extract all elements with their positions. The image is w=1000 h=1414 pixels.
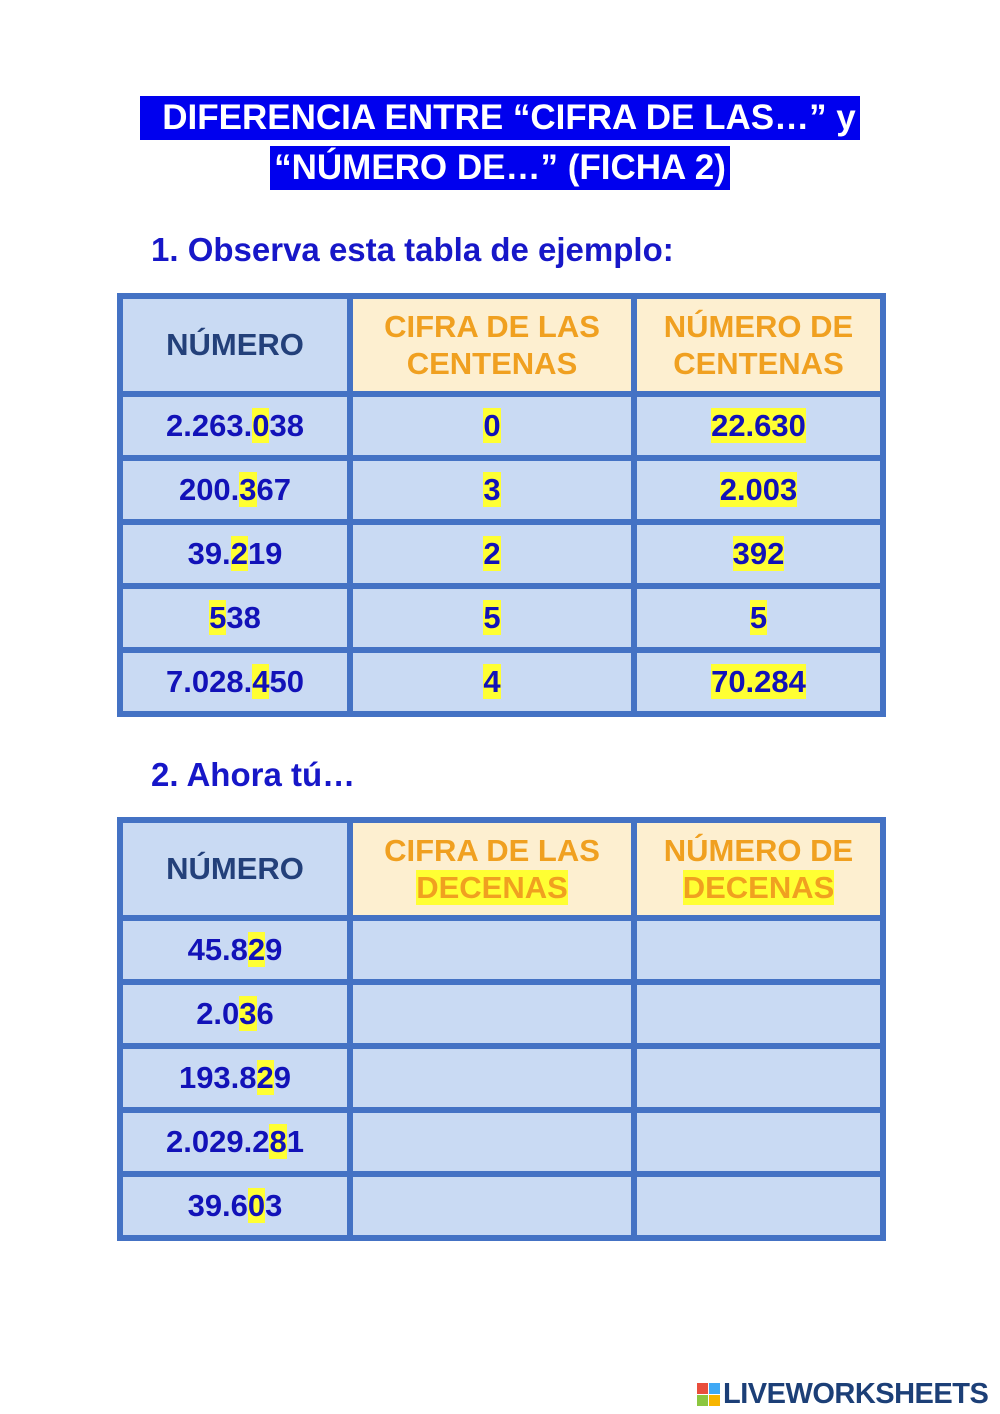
numero-de-cell xyxy=(634,394,883,458)
header-numero-decenas xyxy=(634,820,883,918)
header-cifra-centenas xyxy=(350,296,634,394)
numero-de-value: 392 xyxy=(732,536,785,571)
cifra-cell xyxy=(350,522,634,586)
numero-de-value: 2.003 xyxy=(719,472,798,507)
numero-cell: 538 xyxy=(120,586,350,650)
title-line-2: “NÚMERO DE…” (FICHA 2) xyxy=(270,146,730,190)
numero-de-answer-cell[interactable] xyxy=(634,1174,883,1238)
numero-de-cell xyxy=(634,586,883,650)
header-numero-centenas xyxy=(634,296,883,394)
cifra-answer-cell[interactable] xyxy=(350,1110,634,1174)
numero-de-value: 22.630 xyxy=(711,408,806,443)
cifra-value: 5 xyxy=(483,600,501,635)
numero-cell: 39.219 xyxy=(120,522,350,586)
worksheet-title xyxy=(0,96,1000,190)
section-1-heading: 1. Observa esta tabla de ejemplo: xyxy=(151,231,674,268)
numero-cell: 2.036 xyxy=(120,982,350,1046)
cifra-cell xyxy=(350,394,634,458)
numero-cell: 39.603 xyxy=(120,1174,350,1238)
header-line: NÚMERO DE xyxy=(663,833,854,868)
header-line: NÚMERO DE xyxy=(663,309,854,344)
cifra-value: 0 xyxy=(483,408,501,443)
numero-cell: 2.263.038 xyxy=(120,394,350,458)
table-row xyxy=(120,522,883,586)
highlighted-digit: 0 xyxy=(247,1188,266,1223)
cifra-answer-cell[interactable] xyxy=(350,1174,634,1238)
header-line: CIFRA DE LAS xyxy=(384,309,600,344)
example-table xyxy=(117,293,886,717)
numero-cell: 7.028.450 xyxy=(120,650,350,714)
table-row xyxy=(120,394,883,458)
table-row xyxy=(120,458,883,522)
numero-de-value: 70.284 xyxy=(711,664,806,699)
numero-de-cell xyxy=(634,522,883,586)
highlighted-digit: 2 xyxy=(230,536,248,571)
header-numero: NÚMERO xyxy=(120,820,350,918)
title-line-1: DIFERENCIA ENTRE “CIFRA DE LAS…” y xyxy=(140,96,860,140)
highlighted-digit: 2 xyxy=(256,1060,274,1095)
cifra-answer-cell[interactable] xyxy=(350,918,634,982)
exercise-table xyxy=(117,817,886,1241)
numero-cell: 193.829 xyxy=(120,1046,350,1110)
table-row xyxy=(120,982,883,1046)
table-row xyxy=(120,1110,883,1174)
liveworksheets-logo-icon xyxy=(697,1383,720,1406)
numero-de-cell xyxy=(634,458,883,522)
cifra-value: 4 xyxy=(483,664,501,699)
highlighted-digit: 2 xyxy=(247,932,266,967)
table-header-row xyxy=(120,820,883,918)
table-row xyxy=(120,650,883,714)
numero-de-value: 5 xyxy=(749,600,768,635)
header-line: CENTENAS xyxy=(673,346,844,381)
cifra-answer-cell[interactable] xyxy=(350,982,634,1046)
highlighted-digit: 3 xyxy=(239,472,257,507)
cifra-cell xyxy=(350,458,634,522)
highlighted-digit: 0 xyxy=(252,408,270,443)
header-line: DECENAS xyxy=(416,870,568,905)
numero-de-answer-cell[interactable] xyxy=(634,918,883,982)
cifra-value: 3 xyxy=(483,472,501,507)
highlighted-digit: 3 xyxy=(239,996,257,1031)
section-2-heading: 2. Ahora tú… xyxy=(151,756,356,793)
highlighted-digit: 4 xyxy=(252,664,270,699)
cifra-value: 2 xyxy=(483,536,501,571)
table-row xyxy=(120,1046,883,1110)
table-row xyxy=(120,918,883,982)
highlighted-digit: 5 xyxy=(209,600,227,635)
table-row xyxy=(120,1174,883,1238)
header-numero: NÚMERO xyxy=(120,296,350,394)
numero-cell: 200.367 xyxy=(120,458,350,522)
header-line: CIFRA DE LAS xyxy=(384,833,600,868)
cifra-answer-cell[interactable] xyxy=(350,1046,634,1110)
table-row xyxy=(120,586,883,650)
numero-de-answer-cell[interactable] xyxy=(634,1110,883,1174)
numero-cell: 2.029.281 xyxy=(120,1110,350,1174)
highlighted-digit: 8 xyxy=(269,1124,287,1159)
numero-de-cell xyxy=(634,650,883,714)
logo-text: LIVEWORKSHEETS xyxy=(723,1377,989,1410)
header-line: CENTENAS xyxy=(406,346,578,381)
numero-de-answer-cell[interactable] xyxy=(634,1046,883,1110)
header-line: DECENAS xyxy=(682,870,835,905)
cifra-cell xyxy=(350,586,634,650)
header-cifra-decenas xyxy=(350,820,634,918)
cifra-cell xyxy=(350,650,634,714)
liveworksheets-logo[interactable] xyxy=(697,1378,988,1410)
numero-cell: 45.829 xyxy=(120,918,350,982)
numero-de-answer-cell[interactable] xyxy=(634,982,883,1046)
table-header-row xyxy=(120,296,883,394)
